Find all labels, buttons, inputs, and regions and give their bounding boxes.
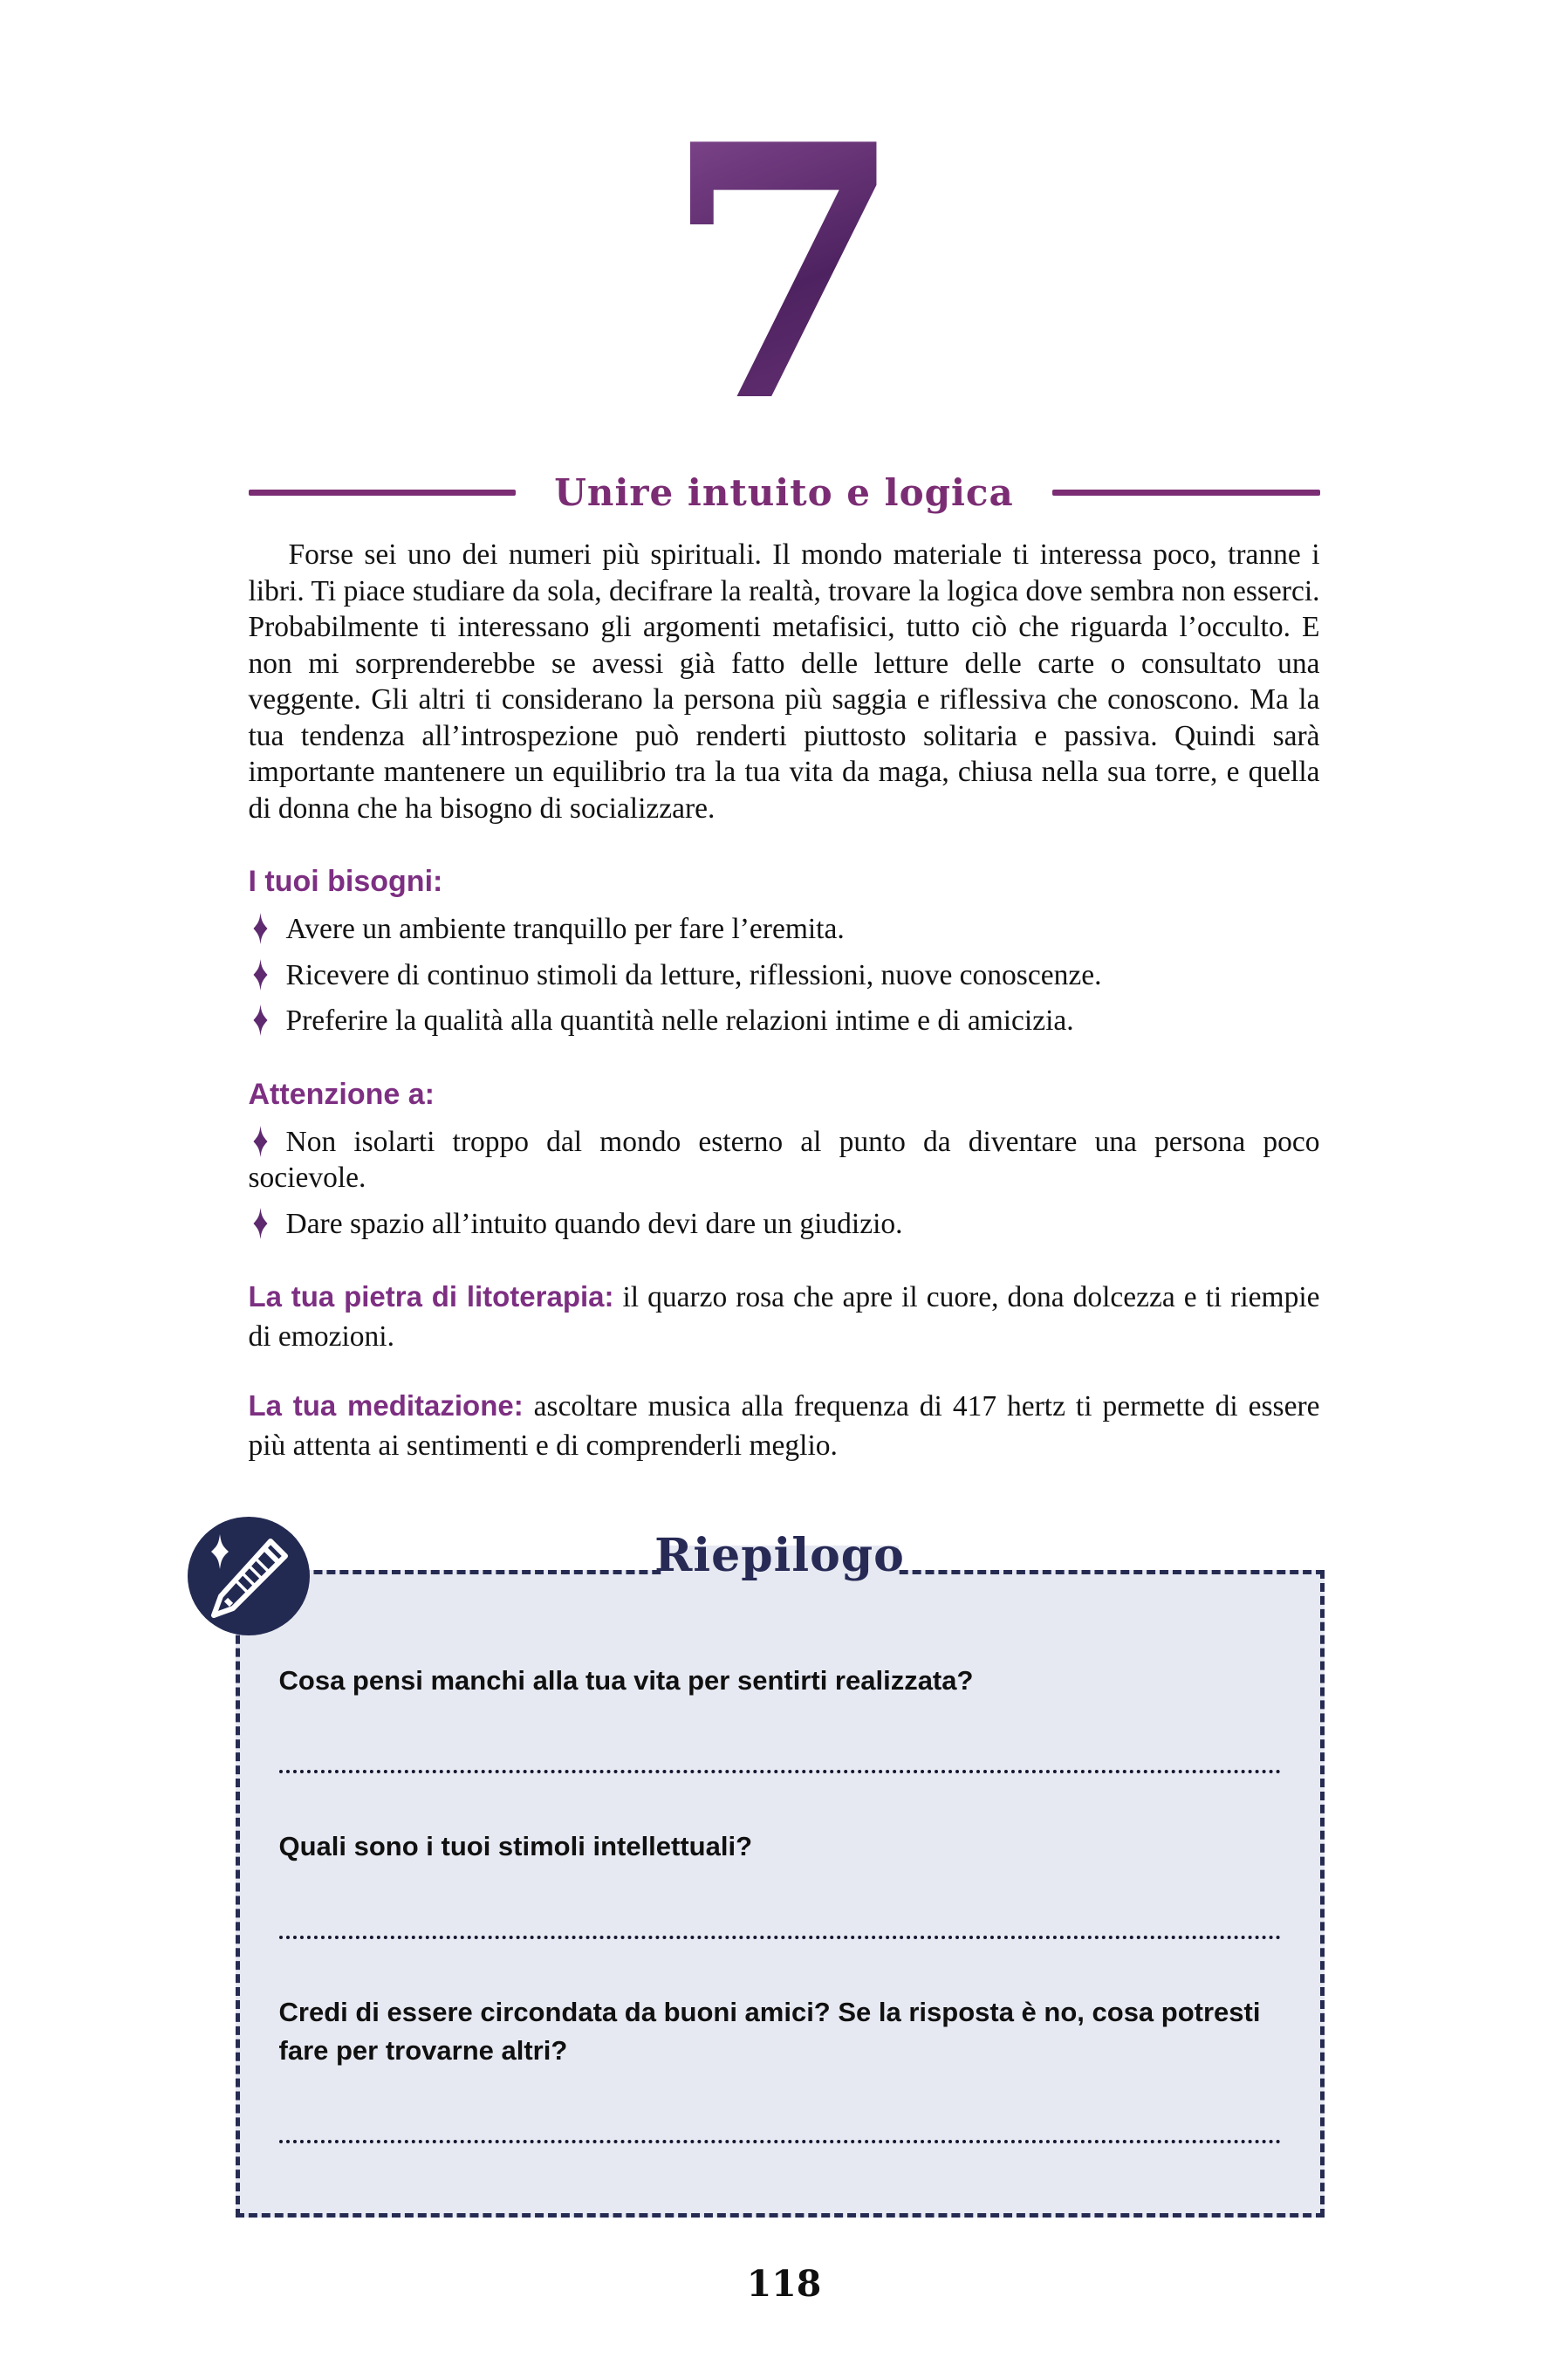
page-number: 118 <box>746 2262 822 2305</box>
list-item <box>249 1124 1320 1196</box>
summary-question: Credi di essere circondata da buoni amici? Se la risposta è no, cosa potresti fare per trovarne altri? <box>278 1996 1261 2066</box>
list-item-text: Ricevere di continuo stimoli da letture, riflessioni, nuove conoscenze. <box>285 958 1102 991</box>
intro-paragraph: Forse sei uno dei numeri più spirituali. Il mondo materiale ti interessa poco, tranne i libri. Ti piace studiare da sola, decifrare la realtà, trovare la logica dove sembra non esserci. Probabilmente ti interessano gli argomenti metafisici, tutto ciò che riguarda l’occulto. E non mi sorprenderebbe se avessi già fatto delle letture delle carte o consultato una veggente. Gli altri ti considerano la persona più saggia e riflessiva che conoscono. Ma la tua tendenza all’introspezione può renderti piuttosto solitaria e passiva. Quindi sarà importante mantenere un equilibrio tra la tua vita da maga, chiusa nella sua torre, e quella di donna che ha bisogno di socializzare. <box>248 538 1320 825</box>
answer-line <box>279 1936 1281 1939</box>
attention-heading: Attenzione a: <box>248 1077 435 1111</box>
star-bullet-icon <box>249 959 272 991</box>
meditation-paragraph <box>249 1386 1320 1465</box>
list-item <box>249 957 1320 994</box>
answer-line <box>279 1770 1281 1773</box>
section-title: Unire intuito e logica <box>554 471 1014 514</box>
summary-section <box>249 1528 1320 2218</box>
chapter-numeral: 7 <box>249 131 1320 419</box>
star-bullet-icon <box>249 1004 272 1036</box>
lithotherapy-paragraph <box>249 1277 1320 1356</box>
list-item-text: Preferire la qualità alla quantità nelle relazioni intime e di amicizia. <box>285 1004 1074 1037</box>
list-item-text: Avere un ambiente tranquillo per fare l’eremita. <box>285 913 845 945</box>
summary-question: Cosa pensi manchi alla tua vita per sentirti realizzata? <box>278 1664 974 1696</box>
meditation-text: ascoltare musica alla frequenza di 417 hertz ti permette di essere più attenta ai sentimenti e di comprenderli meglio. <box>248 1389 1320 1462</box>
meditation-label: La tua meditazione: <box>248 1388 524 1422</box>
star-bullet-icon <box>249 1208 272 1239</box>
pencil-icon <box>188 1517 310 1635</box>
answer-line <box>279 2140 1281 2143</box>
list-item-text: Non isolarti troppo dal mondo esterno al punto da diventare una persona poco socievole. <box>248 1125 1320 1194</box>
summary-question: Quali sono i tuoi stimoli intellettuali? <box>278 1830 753 1861</box>
list-item <box>249 1003 1320 1039</box>
lithotherapy-text: il quarzo rosa che apre il cuore, dona dolcezza e ti riempie di emozioni. <box>248 1281 1320 1353</box>
book-page <box>0 69 1568 2365</box>
star-bullet-icon <box>249 1126 272 1157</box>
star-bullet-icon <box>249 913 272 944</box>
title-rule-right <box>1052 490 1320 496</box>
needs-heading: I tuoi bisogni: <box>248 865 443 898</box>
section-title-row <box>249 471 1320 514</box>
list-item-text: Dare spazio all’intuito quando devi dare un giudizio. <box>285 1207 903 1240</box>
list-item <box>249 911 1320 948</box>
summary-title: Riepilogo <box>654 1528 905 1582</box>
summary-box <box>236 1528 1325 2218</box>
lithotherapy-label: La tua pietra di litoterapia: <box>248 1280 614 1313</box>
list-item <box>249 1206 1320 1243</box>
title-rule-left <box>249 490 517 496</box>
